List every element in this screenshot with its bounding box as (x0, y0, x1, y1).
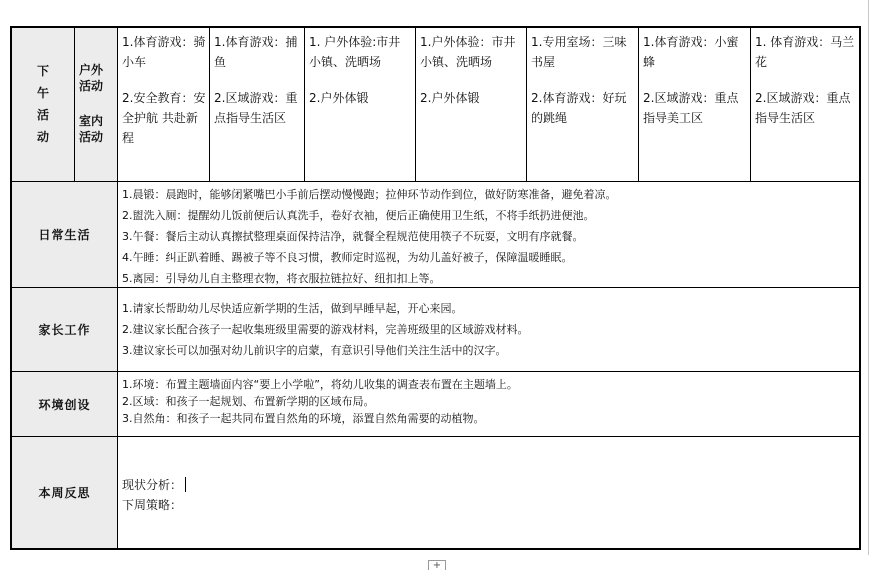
parent-work-item: 1.请家长帮助幼儿尽快适应新学期的生活，做到早睡早起，开心来园。 (122, 302, 463, 315)
environment-content (118, 372, 859, 437)
text-cursor (185, 477, 186, 492)
parent-work-item: 3.建议家长可以加强对幼儿前识字的启蒙，有意识引导他们关注生活中的汉字。 (122, 344, 507, 357)
environment-label: 环境创设 (12, 372, 118, 437)
day-1-activities (118, 28, 210, 182)
environment-item: 3.自然角：和孩子一起共同布置自然角的环境，添置自然角需要的动植物。 (122, 412, 485, 425)
day-5-indoor: 2.体育游戏：好玩的跳绳 (531, 91, 627, 125)
parent-work-item: 2.建议家长配合孩子一起收集班级里需要的游戏材料，完善班级里的区域游戏材料。 (122, 323, 529, 336)
day-3-activities (305, 28, 416, 182)
table-add-row-handle[interactable]: + (428, 560, 446, 570)
indoor-label: 室内活动 (79, 114, 104, 144)
afternoon-label: 下午活动 (36, 64, 49, 144)
day-1-indoor: 2.安全教育：安全护航 共赴新程 (122, 91, 206, 145)
afternoon-label-cell (12, 28, 75, 182)
day-6-activities (639, 28, 751, 182)
next-strategy-label: 下周策略： (122, 498, 183, 512)
reflection-content[interactable] (118, 437, 859, 548)
daily-life-label: 日常生活 (12, 182, 118, 288)
day-2-indoor: 2.区域游戏：重点指导生活区 (214, 91, 298, 125)
daily-life-content (118, 182, 859, 288)
day-3-outdoor: 1. 户外体验:市井小镇、洗晒场 (309, 35, 401, 69)
day-6-indoor: 2.区域游戏：重点指导美工区 (643, 91, 739, 125)
environment-item: 2.区域：和孩子一起规划、布置新学期的区域布局。 (122, 395, 375, 408)
parent-work-content (118, 288, 859, 372)
day-7-outdoor: 1. 体育游戏：马兰花 (755, 35, 855, 69)
day-1-outdoor: 1.体育游戏：骑小车 (122, 35, 206, 69)
daily-life-item: 3.午餐：餐后主动认真擦拭整理桌面保持洁净，就餐全程规范使用筷子不玩耍，文明有序就餐。 (122, 230, 584, 243)
daily-life-item: 4.午睡：纠正趴着睡、踢被子等不良习惯，教师定时巡视，为幼儿盖好被子，保障温暖睡眠。 (122, 251, 573, 264)
day-4-activities (416, 28, 527, 182)
reflection-label: 本周反思 (12, 437, 118, 548)
day-4-indoor: 2.户外体锻 (420, 91, 480, 105)
weekly-plan-table (10, 26, 861, 550)
parent-work-label: 家长工作 (12, 288, 118, 372)
daily-life-item: 5.离园：引导幼儿自主整理衣物，将衣服拉链拉好、纽扣扣上等。 (122, 272, 441, 285)
page-edge (868, 0, 869, 555)
day-5-outdoor: 1.专用室场：三味书屋 (531, 35, 627, 69)
day-7-activities (751, 28, 859, 182)
outdoor-label: 户外活动 (79, 63, 104, 93)
day-2-outdoor: 1.体育游戏：捕鱼 (214, 35, 298, 69)
daily-life-item: 1.晨锻：晨跑时，能够闭紧嘴巴小手前后摆动慢慢跑；拉伸环节动作到位，做好防寒准备，避免着凉。 (122, 188, 617, 201)
day-4-outdoor: 1.户外体验：市井小镇、洗晒场 (420, 35, 516, 69)
day-6-outdoor: 1.体育游戏：小蜜蜂 (643, 35, 739, 69)
environment-item: 1.环境：布置主题墙面内容“要上小学啦”，将幼儿收集的调查表布置在主题墙上。 (122, 378, 518, 391)
daily-life-item: 2.盥洗入厕：提醒幼儿饭前便后认真洗手，卷好衣袖，便后正确使用卫生纸，不将手纸扔进便池。 (122, 209, 595, 222)
day-7-indoor: 2.区域游戏：重点指导生活区 (755, 91, 851, 125)
day-5-activities (527, 28, 639, 182)
day-3-indoor: 2.户外体锻 (309, 91, 369, 105)
activity-type-cell (75, 28, 118, 182)
day-2-activities (210, 28, 305, 182)
status-analysis-label: 现状分析： (122, 478, 183, 492)
